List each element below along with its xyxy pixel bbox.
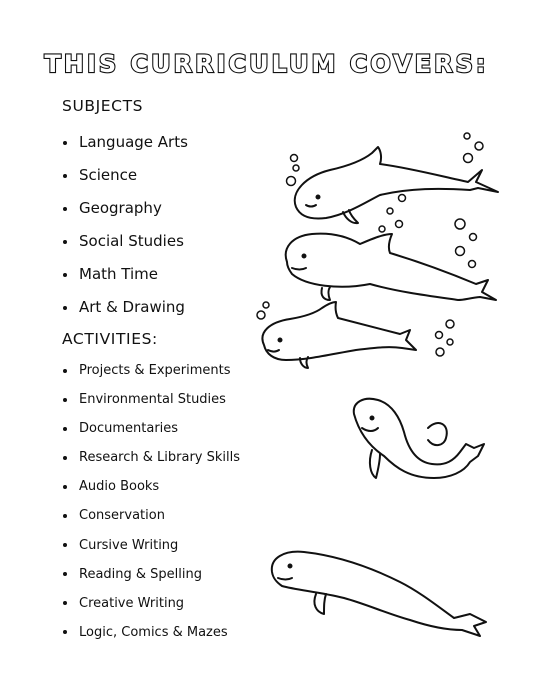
subjects-heading: SUBJECTS [62,97,144,115]
page-title: THIS CURRICULUM COVERS: [44,50,489,78]
activity-label: Projects & Experiments [79,363,231,378]
bubbles-icon [257,133,483,356]
activity-label: Conservation [79,508,165,524]
activity-label: Reading & Spelling [79,566,202,582]
dolphin-icon [295,147,498,223]
porpoise-icon [262,302,416,368]
activity-label: Cursive Writing [79,537,179,553]
beluga-icon [354,399,484,478]
subject-label: Math Time [79,265,158,283]
subject-label: Geography [79,199,162,217]
activity-label: Audio Books [79,479,160,495]
whale-icon [286,234,496,300]
activities-heading: ACTIVITIES: [62,330,158,348]
subject-label: Art & Drawing [79,298,185,316]
beluga-icon [272,552,486,636]
activity-label: Logic, Comics & Mazes [79,624,228,640]
subject-label: Science [79,166,138,184]
activity-label: Research & Library Skills [79,450,241,466]
activity-label: Environmental Studies [79,392,226,408]
activity-label: Creative Writing [79,595,185,611]
subject-label: Language Arts [79,133,188,151]
activity-label: Documentaries [79,421,179,437]
subject-label: Social Studies [79,232,184,250]
